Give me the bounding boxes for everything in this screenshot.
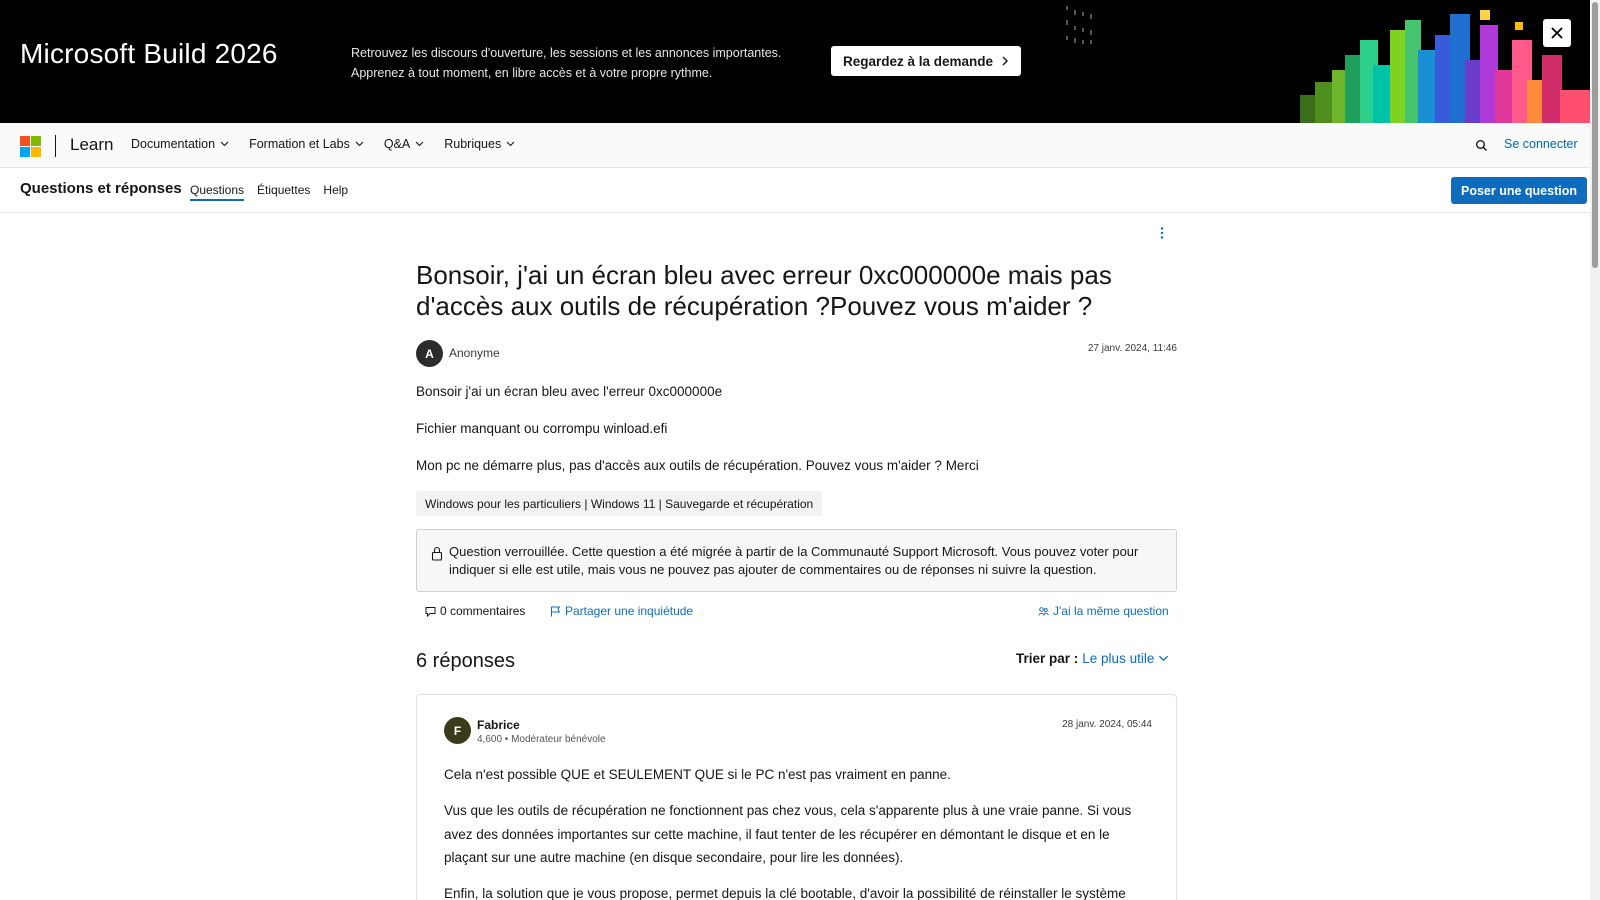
comments-button[interactable] — [425, 604, 525, 618]
page-scrollbar[interactable] — [1590, 0, 1600, 900]
answer-date: 28 janv. 2024, 05:44 — [1062, 719, 1152, 730]
tab-questions[interactable]: Questions — [190, 183, 244, 201]
more-options-icon[interactable] — [1159, 226, 1165, 240]
sign-in-link[interactable]: Se connecter — [1504, 137, 1578, 151]
answer-author-name[interactable]: Fabrice — [477, 718, 520, 732]
chevron-down-icon — [506, 141, 515, 147]
close-icon — [1551, 27, 1563, 39]
banner-artwork — [1060, 0, 1590, 123]
nav-item-label: Formation et Labs — [249, 137, 350, 151]
tab-help[interactable]: Help — [323, 183, 349, 197]
answer-author-reputation: 4,600 • Modérateur bénévole — [477, 734, 606, 745]
nav-menu — [131, 137, 515, 151]
flag-icon — [550, 606, 561, 617]
chevron-down-icon — [1158, 655, 1169, 662]
sort-dropdown[interactable] — [1016, 651, 1169, 666]
answer-paragraph: Cela n'est possible QUE et SEULEMENT QUE si le PC n'est pas vraiment en panne. — [444, 767, 951, 782]
chevron-down-icon — [220, 141, 229, 147]
nav-divider — [55, 135, 56, 157]
watch-on-demand-label: Regardez à la demande — [843, 53, 994, 69]
chevron-right-icon — [1001, 56, 1009, 66]
microsoft-logo[interactable] — [20, 136, 41, 157]
watch-on-demand-button[interactable] — [831, 46, 1021, 76]
locked-notice-text: Question verrouillée. Cette question a été migrée à partir de la Communauté Support Microsoft. Vous pouvez voter pour indiquer si elle est utile, mais vous ne pouvez pas ajouter de commentaires ou de réponses ni suivre la question. — [449, 544, 1139, 577]
qa-subnav-links — [190, 183, 348, 201]
answer-paragraph: Enfin, la solution que je vous propose, permet depuis la clé bootable, d'avoir la possibilité de réinstaller le système — [444, 886, 1126, 900]
comments-count: 0 commentaires — [440, 604, 526, 618]
scrollbar-thumb[interactable] — [1592, 2, 1598, 268]
nav-item-qa[interactable] — [384, 137, 424, 151]
nav-item-topics[interactable] — [444, 137, 515, 151]
promo-banner — [0, 0, 1590, 123]
avatar[interactable]: F — [444, 717, 471, 744]
chevron-down-icon — [415, 141, 424, 147]
ask-question-button[interactable]: Poser une question — [1451, 177, 1587, 204]
learn-home-link[interactable]: Learn — [70, 135, 114, 154]
banner-description — [351, 43, 781, 83]
same-question-label: J'ai la même question — [1053, 604, 1169, 618]
people-icon — [1038, 606, 1049, 617]
report-concern-button[interactable] — [550, 604, 693, 618]
answers-count-heading: 6 réponses — [416, 650, 515, 672]
banner-text-line-1: Retrouvez les discours d'ouverture, les sessions et les annonces importantes. — [351, 46, 782, 60]
question-author[interactable]: Anonyme — [449, 346, 500, 360]
report-concern-label: Partager une inquiétude — [565, 604, 694, 618]
locked-notice — [416, 529, 1177, 592]
chevron-down-icon — [355, 141, 364, 147]
qa-subnav — [0, 168, 1590, 213]
global-nav — [0, 123, 1590, 168]
close-banner-button[interactable] — [1543, 19, 1571, 47]
banner-text-line-2: Apprenez à tout moment, en libre accès et à votre propre rythme. — [351, 66, 713, 80]
comment-icon — [425, 606, 436, 617]
nav-item-training[interactable] — [249, 137, 364, 151]
question-title: Bonsoir, j'ai un écran bleu avec erreur 0xc000000e mais pas d'accès aux outils de récupération ?Pouvez vous m'aider ? — [416, 260, 1112, 321]
same-question-button[interactable] — [1038, 604, 1169, 618]
answer-card — [416, 694, 1177, 900]
banner-title: Microsoft Build 2026 — [20, 38, 278, 69]
sort-label: Trier par : — [1016, 651, 1079, 666]
tab-tags[interactable]: Étiquettes — [257, 183, 311, 197]
nav-item-label: Documentation — [131, 137, 216, 151]
answer-paragraph: Vus que les outils de récupération ne fonctionnent pas chez vous, cela s'apparente plus à une vraie panne. Si vous avez des données importantes sur cette machine, il faut tenter de les récupérer en démontant le disque et en le plaçant sur une autre machine (en disque secondaire, pour lire les données). — [444, 803, 1132, 865]
search-icon[interactable] — [1475, 139, 1488, 152]
question-tag[interactable]: Windows pour les particuliers | Windows 11 | Sauvegarde et récupération — [416, 491, 822, 516]
lock-icon — [431, 546, 443, 561]
question-paragraph: Mon pc ne démarre plus, pas d'accès aux outils de récupération. Pouvez vous m'aider ? Merci — [416, 458, 979, 473]
nav-item-documentation[interactable] — [131, 137, 229, 151]
nav-item-label: Rubriques — [444, 137, 502, 151]
question-paragraph: Fichier manquant ou corrompu winload.efi — [416, 421, 668, 436]
question-date: 27 janv. 2024, 11:46 — [1087, 343, 1177, 354]
nav-item-label: Q&A — [383, 137, 411, 151]
question-paragraph: Bonsoir j'ai un écran bleu avec l'erreur 0xc000000e — [416, 384, 723, 399]
qa-section-title[interactable]: Questions et réponses — [20, 180, 182, 197]
avatar[interactable]: A — [416, 340, 443, 367]
sort-value: Le plus utile — [1082, 651, 1155, 666]
